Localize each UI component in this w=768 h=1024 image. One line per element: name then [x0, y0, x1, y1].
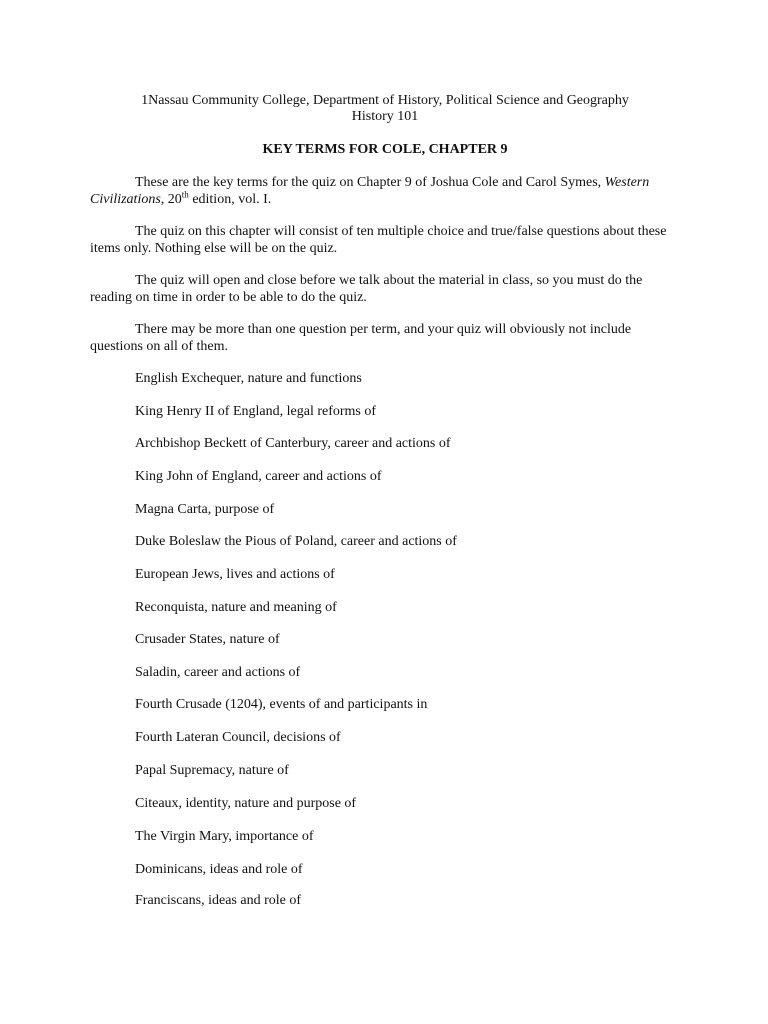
book-title: Western Civilizations: [90, 175, 650, 207]
key-term: Citeaux, identity, nature and purpose of: [135, 796, 357, 811]
key-term: Franciscans, ideas and role of: [135, 893, 301, 908]
key-term: King John of England, career and actions of: [135, 469, 382, 484]
intro-paragraph-1: [90, 174, 668, 208]
key-term: Crusader States, nature of: [135, 632, 280, 647]
key-term: European Jews, lives and actions of: [135, 567, 335, 582]
key-term: English Exchequer, nature and functions: [135, 371, 362, 386]
key-term: Fourth Crusade (1204), events of and participants in: [135, 697, 428, 712]
intro-paragraph-2: The quiz on this chapter will consist of ten multiple choice and true/false questions about these items only. Nothing else will be on the quiz.: [90, 224, 667, 256]
key-term: The Virgin Mary, importance of: [135, 829, 314, 844]
key-term: Saladin, career and actions of: [135, 665, 301, 680]
edition-rest: edition, vol. I.: [188, 192, 272, 207]
header-course: History 101: [351, 109, 419, 124]
edition-number: , 20: [160, 192, 182, 207]
edition-suffix: th: [181, 189, 189, 200]
key-term: Archbishop Beckett of Canterbury, career and actions of: [135, 436, 451, 451]
key-term: Papal Supremacy, nature of: [135, 763, 289, 778]
header-institution: 1Nassau Community College, Department of History, Political Science and Geography: [141, 93, 629, 108]
document-title: KEY TERMS FOR COLE, CHAPTER 9: [262, 142, 508, 157]
key-term: Reconquista, nature and meaning of: [135, 600, 337, 615]
key-term: Fourth Lateran Council, decisions of: [135, 730, 341, 745]
key-term: Duke Boleslaw the Pious of Poland, career and actions of: [135, 534, 457, 549]
key-term: Dominicans, ideas and role of: [135, 862, 303, 877]
key-term: Magna Carta, purpose of: [135, 502, 275, 517]
intro-paragraph-4: There may be more than one question per term, and your quiz will obviously not include questions on all of them.: [90, 322, 632, 354]
intro-text: These are the key terms for the quiz on Chapter 9 of Joshua Cole and Carol Symes,: [135, 175, 605, 190]
intro-paragraph-3: The quiz will open and close before we talk about the material in class, so you must do the reading on time in order to be able to do the quiz.: [90, 273, 643, 305]
key-term: King Henry II of England, legal reforms of: [135, 404, 377, 419]
